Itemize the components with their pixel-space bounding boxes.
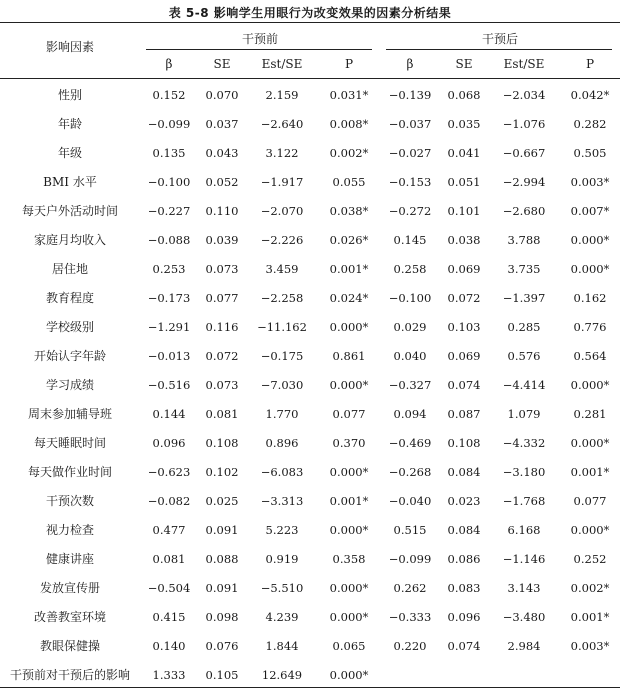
value-cell: 0.039 bbox=[205, 232, 239, 247]
value-cell: 0.029 bbox=[393, 319, 427, 334]
value-cell: 0.084 bbox=[447, 522, 481, 537]
value-cell: −0.013 bbox=[147, 348, 191, 363]
value-cell: 2.984 bbox=[507, 638, 541, 653]
value-cell: 0.038* bbox=[329, 203, 369, 218]
value-cell: 0.285 bbox=[507, 319, 541, 334]
value-cell: 0.258 bbox=[393, 261, 427, 276]
factor-cell: 居住地 bbox=[51, 262, 88, 276]
value-cell: −0.088 bbox=[147, 232, 191, 247]
value-cell: −0.333 bbox=[388, 609, 432, 624]
value-cell: −2.070 bbox=[260, 203, 304, 218]
value-cell: 12.649 bbox=[261, 667, 303, 682]
value-cell: 0.000* bbox=[329, 319, 369, 334]
value-cell: 0.003* bbox=[570, 638, 610, 653]
header-factor: 影响因素 bbox=[45, 40, 94, 54]
value-cell: 0.505 bbox=[573, 145, 607, 160]
column-header: SE bbox=[455, 57, 473, 71]
column-header: Est/SE bbox=[261, 57, 303, 71]
header-group-before: 干预前 bbox=[241, 32, 278, 46]
table-row bbox=[0, 341, 620, 370]
value-cell: −0.082 bbox=[147, 493, 191, 508]
value-cell: 0.000* bbox=[570, 232, 610, 247]
value-cell: 0.002* bbox=[570, 580, 610, 595]
value-cell: −7.030 bbox=[260, 377, 304, 392]
table-row bbox=[0, 544, 620, 573]
column-header: SE bbox=[213, 57, 231, 71]
value-cell: 0.073 bbox=[205, 377, 239, 392]
value-cell: 0.116 bbox=[205, 319, 239, 334]
value-cell: 0.000* bbox=[570, 377, 610, 392]
value-cell: 0.096 bbox=[447, 609, 481, 624]
value-cell: 0.065 bbox=[332, 638, 366, 653]
value-cell: 1.333 bbox=[152, 667, 186, 682]
value-cell: 0.091 bbox=[205, 580, 239, 595]
value-cell: 0.098 bbox=[205, 609, 239, 624]
value-cell: −0.272 bbox=[388, 203, 432, 218]
factor-cell: BMI 水平 bbox=[43, 175, 97, 189]
value-cell: 0.037 bbox=[205, 116, 239, 131]
value-cell: 0.220 bbox=[393, 638, 427, 653]
table-row bbox=[0, 457, 620, 486]
table-row bbox=[0, 138, 620, 167]
value-cell: −2.258 bbox=[260, 290, 304, 305]
factor-cell: 周末参加辅导班 bbox=[27, 407, 112, 421]
factor-cell: 健康讲座 bbox=[45, 552, 94, 566]
value-cell: 0.094 bbox=[393, 406, 427, 421]
value-cell: −0.040 bbox=[388, 493, 432, 508]
value-cell: 0.088 bbox=[205, 551, 239, 566]
value-cell: 0.152 bbox=[152, 87, 186, 102]
factor-cell: 干预前对干预后的影响 bbox=[9, 668, 130, 682]
value-cell: 0.370 bbox=[332, 435, 366, 450]
value-cell: 0.282 bbox=[573, 116, 607, 131]
value-cell: 3.459 bbox=[265, 261, 299, 276]
value-cell: 0.162 bbox=[573, 290, 607, 305]
value-cell: 0.025 bbox=[205, 493, 239, 508]
value-cell: −0.227 bbox=[147, 203, 191, 218]
value-cell: −0.100 bbox=[388, 290, 432, 305]
value-cell: 4.239 bbox=[265, 609, 299, 624]
value-cell: 0.007* bbox=[570, 203, 610, 218]
value-cell: 0.068 bbox=[447, 87, 481, 102]
value-cell: 0.074 bbox=[447, 377, 481, 392]
value-cell: 0.576 bbox=[507, 348, 541, 363]
value-cell: −0.268 bbox=[388, 464, 432, 479]
value-cell: 0.073 bbox=[205, 261, 239, 276]
value-cell: 0.105 bbox=[205, 667, 239, 682]
value-cell: 6.168 bbox=[507, 522, 541, 537]
value-cell: −4.414 bbox=[502, 377, 546, 392]
value-cell: 0.262 bbox=[393, 580, 427, 595]
table-row bbox=[0, 254, 620, 283]
column-header: P bbox=[344, 57, 354, 71]
factor-cell: 年级 bbox=[57, 146, 82, 160]
table-row bbox=[0, 602, 620, 631]
value-cell: −3.313 bbox=[260, 493, 304, 508]
table-row bbox=[0, 196, 620, 225]
value-cell: 0.000* bbox=[570, 522, 610, 537]
value-cell: 0.415 bbox=[152, 609, 186, 624]
value-cell bbox=[440, 660, 488, 689]
value-cell: −4.332 bbox=[502, 435, 546, 450]
value-cell: 0.281 bbox=[573, 406, 607, 421]
value-cell: 3.735 bbox=[507, 261, 541, 276]
value-cell: 2.159 bbox=[265, 87, 299, 102]
value-cell: 0.000* bbox=[570, 435, 610, 450]
value-cell: 3.143 bbox=[507, 580, 541, 595]
top-rule bbox=[0, 22, 620, 23]
value-cell: −0.667 bbox=[502, 145, 546, 160]
value-cell: 0.896 bbox=[265, 435, 299, 450]
table-row bbox=[0, 631, 620, 660]
factor-cell: 视力检查 bbox=[45, 523, 94, 537]
factor-cell: 开始认字年龄 bbox=[33, 349, 106, 363]
factor-cell: 学习成绩 bbox=[45, 378, 94, 392]
table-caption: 表 5-8 影响学生用眼行为改变效果的因素分析结果 bbox=[168, 6, 452, 20]
value-cell: 0.072 bbox=[447, 290, 481, 305]
value-cell: 0.031* bbox=[329, 87, 369, 102]
table-row bbox=[0, 486, 620, 515]
table-row bbox=[0, 283, 620, 312]
table-row bbox=[0, 312, 620, 341]
value-cell: 0.001* bbox=[329, 261, 369, 276]
factor-cell: 每天户外活动时间 bbox=[21, 204, 118, 218]
value-cell: 0.069 bbox=[447, 261, 481, 276]
header-bottom-rule bbox=[0, 78, 620, 79]
value-cell: 0.081 bbox=[205, 406, 239, 421]
value-cell: 0.000* bbox=[329, 464, 369, 479]
table-row bbox=[0, 399, 620, 428]
value-cell: 0.776 bbox=[573, 319, 607, 334]
table-row bbox=[0, 370, 620, 399]
value-cell: 0.000* bbox=[329, 609, 369, 624]
value-cell: 0.252 bbox=[573, 551, 607, 566]
value-cell: 0.515 bbox=[393, 522, 427, 537]
value-cell bbox=[380, 660, 440, 689]
value-cell: 0.070 bbox=[205, 87, 239, 102]
header-group-after: 干预后 bbox=[481, 32, 518, 46]
value-cell: 0.108 bbox=[447, 435, 481, 450]
value-cell: −0.037 bbox=[388, 116, 432, 131]
value-cell: 0.003* bbox=[570, 174, 610, 189]
value-cell: 1.844 bbox=[265, 638, 299, 653]
table-row bbox=[0, 660, 620, 689]
group-rule-after bbox=[386, 49, 612, 50]
value-cell: 0.564 bbox=[573, 348, 607, 363]
value-cell: 0.043 bbox=[205, 145, 239, 160]
value-cell: 0.072 bbox=[205, 348, 239, 363]
value-cell: 3.788 bbox=[507, 232, 541, 247]
column-header: Est/SE bbox=[503, 57, 545, 71]
value-cell: 0.035 bbox=[447, 116, 481, 131]
value-cell: 0.040 bbox=[393, 348, 427, 363]
value-cell bbox=[488, 660, 560, 689]
value-cell: 0.038 bbox=[447, 232, 481, 247]
value-cell: −0.099 bbox=[147, 116, 191, 131]
value-cell: −0.327 bbox=[388, 377, 432, 392]
value-cell: −5.510 bbox=[260, 580, 304, 595]
table-row bbox=[0, 80, 620, 109]
column-header: P bbox=[585, 57, 595, 71]
value-cell: 0.086 bbox=[447, 551, 481, 566]
value-cell: 0.135 bbox=[152, 145, 186, 160]
value-cell: 0.144 bbox=[152, 406, 186, 421]
value-cell: 1.079 bbox=[507, 406, 541, 421]
factor-cell: 发放宣传册 bbox=[39, 581, 100, 595]
value-cell: 0.087 bbox=[447, 406, 481, 421]
value-cell: 0.000* bbox=[329, 377, 369, 392]
factor-cell: 改善教室环境 bbox=[33, 610, 106, 624]
value-cell: 0.024* bbox=[329, 290, 369, 305]
value-cell: −1.146 bbox=[502, 551, 546, 566]
value-cell: 0.002* bbox=[329, 145, 369, 160]
value-cell: 0.919 bbox=[265, 551, 299, 566]
value-cell: 1.770 bbox=[265, 406, 299, 421]
value-cell: −0.175 bbox=[260, 348, 304, 363]
value-cell: −3.180 bbox=[502, 464, 546, 479]
column-header: β bbox=[165, 57, 173, 71]
value-cell: 0.101 bbox=[447, 203, 481, 218]
value-cell: 0.026* bbox=[329, 232, 369, 247]
factor-cell: 性别 bbox=[57, 88, 82, 102]
value-cell: 0.103 bbox=[447, 319, 481, 334]
value-cell: 0.091 bbox=[205, 522, 239, 537]
results-table bbox=[0, 80, 620, 689]
value-cell: −0.153 bbox=[388, 174, 432, 189]
value-cell: 0.051 bbox=[447, 174, 481, 189]
value-cell: 0.102 bbox=[205, 464, 239, 479]
value-cell: 0.055 bbox=[332, 174, 366, 189]
value-cell: −0.504 bbox=[147, 580, 191, 595]
table-row bbox=[0, 428, 620, 457]
group-rule-before bbox=[146, 49, 372, 50]
value-cell: 0.077 bbox=[332, 406, 366, 421]
value-cell: −1.917 bbox=[260, 174, 304, 189]
value-cell: −11.162 bbox=[257, 319, 307, 334]
column-header: β bbox=[406, 57, 414, 71]
table-row bbox=[0, 573, 620, 602]
value-cell: 0.140 bbox=[152, 638, 186, 653]
value-cell: −1.291 bbox=[147, 319, 191, 334]
table-row bbox=[0, 109, 620, 138]
value-cell: 5.223 bbox=[265, 522, 299, 537]
value-cell: 3.122 bbox=[265, 145, 299, 160]
value-cell bbox=[560, 660, 620, 689]
value-cell: 0.077 bbox=[205, 290, 239, 305]
value-cell: 0.000* bbox=[329, 522, 369, 537]
value-cell: 0.000* bbox=[329, 667, 369, 682]
value-cell: 0.074 bbox=[447, 638, 481, 653]
value-cell: 0.052 bbox=[205, 174, 239, 189]
value-cell: 0.000* bbox=[570, 261, 610, 276]
factor-cell: 每天睡眠时间 bbox=[33, 436, 106, 450]
value-cell: −0.173 bbox=[147, 290, 191, 305]
value-cell: −2.034 bbox=[502, 87, 546, 102]
value-cell: 0.001* bbox=[570, 609, 610, 624]
value-cell: −0.139 bbox=[388, 87, 432, 102]
factor-cell: 教育程度 bbox=[45, 291, 94, 305]
value-cell: −0.027 bbox=[388, 145, 432, 160]
value-cell: −6.083 bbox=[260, 464, 304, 479]
value-cell: −0.516 bbox=[147, 377, 191, 392]
value-cell: 0.096 bbox=[152, 435, 186, 450]
value-cell: −1.397 bbox=[502, 290, 546, 305]
value-cell: 0.076 bbox=[205, 638, 239, 653]
value-cell: −2.994 bbox=[502, 174, 546, 189]
value-cell: 0.108 bbox=[205, 435, 239, 450]
value-cell: 0.083 bbox=[447, 580, 481, 595]
value-cell: 0.069 bbox=[447, 348, 481, 363]
value-cell: 0.001* bbox=[329, 493, 369, 508]
value-cell: 0.001* bbox=[570, 464, 610, 479]
value-cell: −2.680 bbox=[502, 203, 546, 218]
value-cell: −0.469 bbox=[388, 435, 432, 450]
value-cell: 0.077 bbox=[573, 493, 607, 508]
value-cell: 0.861 bbox=[332, 348, 366, 363]
factor-cell: 干预次数 bbox=[45, 494, 94, 508]
value-cell: −3.480 bbox=[502, 609, 546, 624]
value-cell: −1.768 bbox=[502, 493, 546, 508]
value-cell: −1.076 bbox=[502, 116, 546, 131]
factor-cell: 学校级别 bbox=[45, 320, 94, 334]
value-cell: 0.041 bbox=[447, 145, 481, 160]
value-cell: −2.640 bbox=[260, 116, 304, 131]
table-row bbox=[0, 515, 620, 544]
value-cell: 0.477 bbox=[152, 522, 186, 537]
value-cell: 0.253 bbox=[152, 261, 186, 276]
value-cell: −0.623 bbox=[147, 464, 191, 479]
table-row bbox=[0, 225, 620, 254]
value-cell: −2.226 bbox=[260, 232, 304, 247]
value-cell: 0.145 bbox=[393, 232, 427, 247]
factor-cell: 年龄 bbox=[57, 117, 82, 131]
value-cell: −0.099 bbox=[388, 551, 432, 566]
value-cell: 0.110 bbox=[205, 203, 239, 218]
factor-cell: 每天做作业时间 bbox=[27, 465, 112, 479]
factor-cell: 教眼保健操 bbox=[39, 639, 100, 653]
value-cell: 0.084 bbox=[447, 464, 481, 479]
value-cell: −0.100 bbox=[147, 174, 191, 189]
factor-cell: 家庭月均收入 bbox=[33, 233, 106, 247]
value-cell: 0.081 bbox=[152, 551, 186, 566]
value-cell: 0.023 bbox=[447, 493, 481, 508]
bottom-rule bbox=[0, 687, 620, 688]
value-cell: 0.000* bbox=[329, 580, 369, 595]
value-cell: 0.008* bbox=[329, 116, 369, 131]
table-row bbox=[0, 167, 620, 196]
value-cell: 0.042* bbox=[570, 87, 610, 102]
value-cell: 0.358 bbox=[332, 551, 366, 566]
